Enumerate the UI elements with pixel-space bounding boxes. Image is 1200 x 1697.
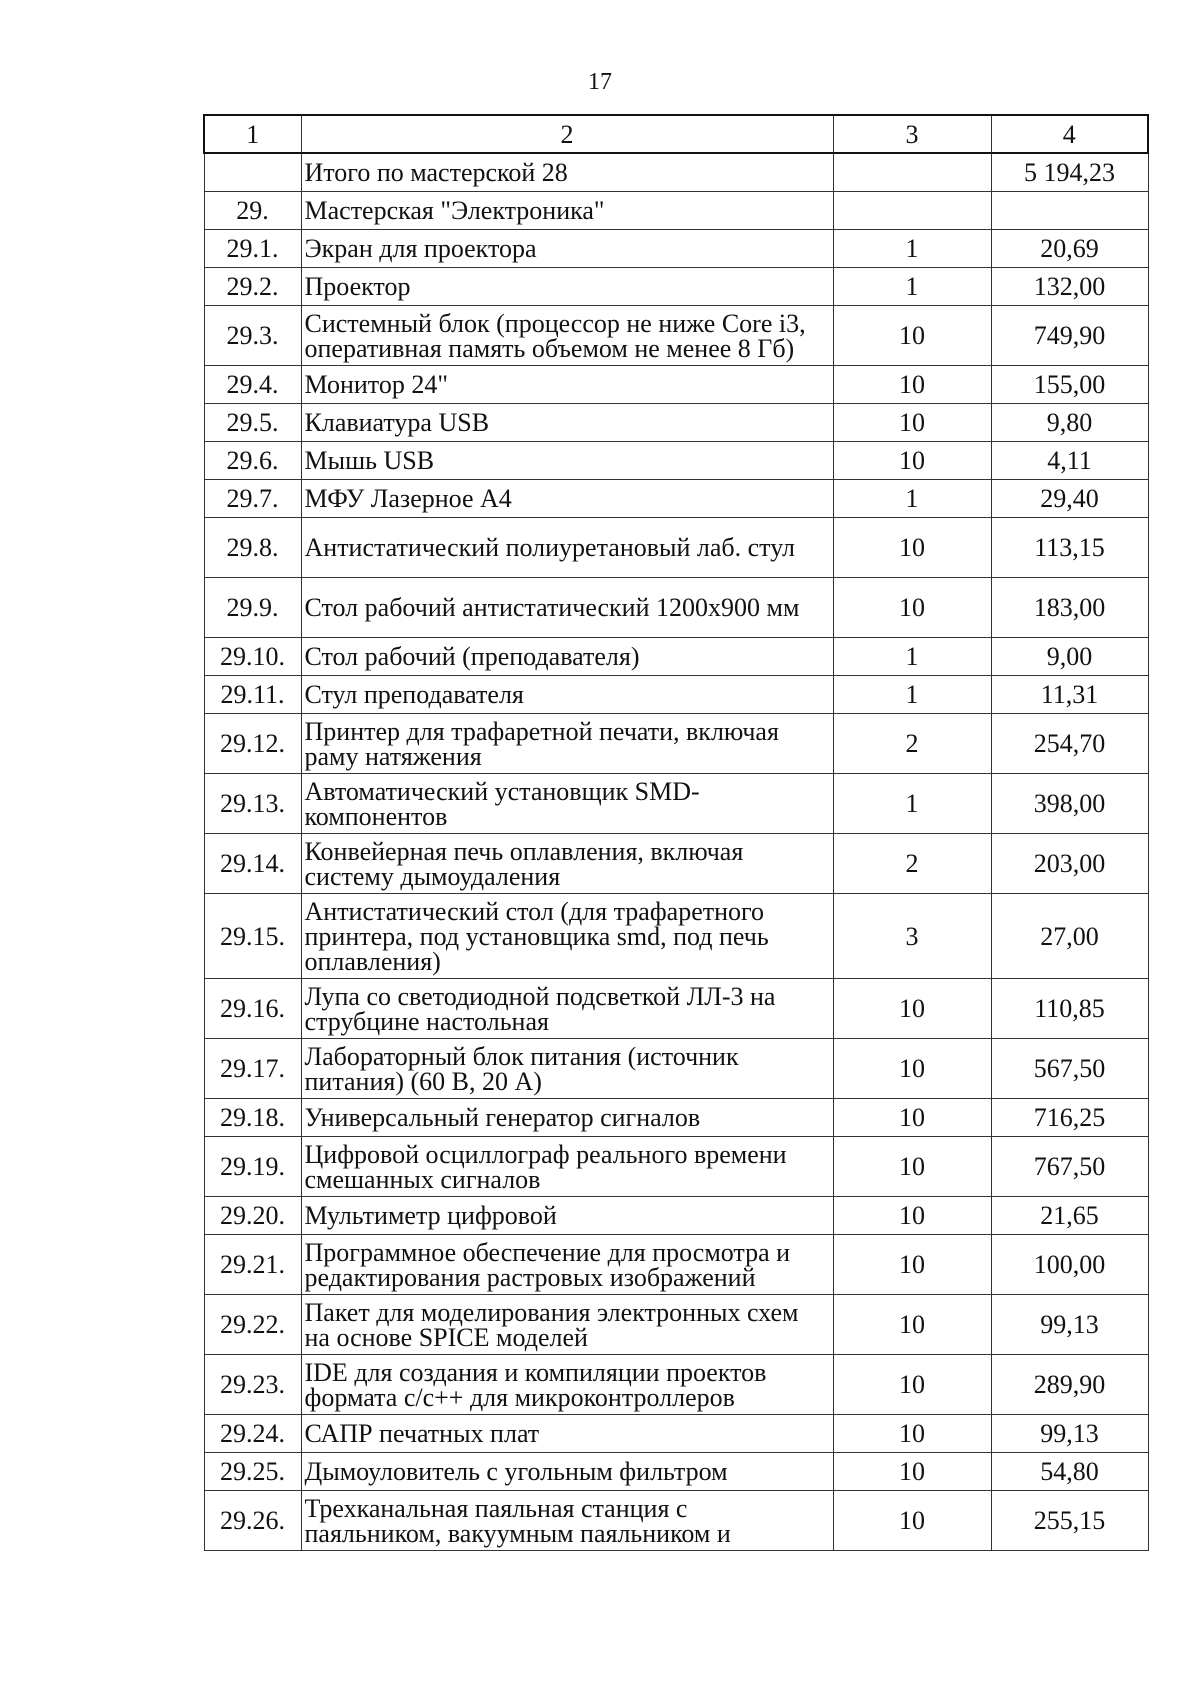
quantity-cell: 3 [833,894,991,979]
price-cell: 99,13 [991,1295,1148,1355]
table-row [204,480,1148,518]
price-cell: 21,65 [991,1197,1148,1235]
item-name-cell: Мастерская "Электроника" [301,192,833,230]
item-name-cell: Универсальный генератор сигналов [301,1099,833,1137]
table-row [204,1197,1148,1235]
row-number-cell: 29.25. [204,1453,301,1491]
price-cell: 4,11 [991,442,1148,480]
table-row [204,153,1148,192]
price-cell: 113,15 [991,518,1148,578]
price-cell [991,192,1148,230]
table-row [204,1415,1148,1453]
item-name-cell: Стол рабочий (преподавателя) [301,638,833,676]
row-number-cell: 29.7. [204,480,301,518]
item-name-cell: Конвейерная печь оплавления, включая систему дымоудаления [301,834,833,894]
header-row [204,115,1148,153]
price-cell: 9,00 [991,638,1148,676]
item-name-cell: Лабораторный блок питания (источник питания) (60 В, 20 А) [301,1039,833,1099]
table-row [204,366,1148,404]
header-col-3: 3 [833,115,991,153]
row-number-cell [204,153,301,192]
price-cell: 110,85 [991,979,1148,1039]
item-name-cell: Стул преподавателя [301,676,833,714]
item-name-cell: Антистатический полиуретановый лаб. стул [301,518,833,578]
item-name-cell: Дымоуловитель с угольным фильтром [301,1453,833,1491]
price-cell: 183,00 [991,578,1148,638]
item-name-cell: Цифровой осциллограф реального времени смешанных сигналов [301,1137,833,1197]
item-name-cell: Проектор [301,268,833,306]
price-cell: 99,13 [991,1415,1148,1453]
row-number-cell: 29.9. [204,578,301,638]
item-name-cell: Принтер для трафаретной печати, включая раму натяжения [301,714,833,774]
quantity-cell: 10 [833,1415,991,1453]
table-row [204,1137,1148,1197]
item-name-cell: Системный блок (процессор не ниже Core i3, оперативная память объемом не менее 8 Гб) [301,306,833,366]
quantity-cell: 10 [833,1197,991,1235]
row-number-cell: 29.18. [204,1099,301,1137]
table-row [204,442,1148,480]
row-number-cell: 29.23. [204,1355,301,1415]
row-number-cell: 29.5. [204,404,301,442]
row-number-cell: 29.20. [204,1197,301,1235]
price-cell: 567,50 [991,1039,1148,1099]
item-name-cell: САПР печатных плат [301,1415,833,1453]
price-cell: 749,90 [991,306,1148,366]
price-cell: 9,80 [991,404,1148,442]
quantity-cell: 10 [833,518,991,578]
quantity-cell: 10 [833,404,991,442]
price-cell: 27,00 [991,894,1148,979]
price-cell: 767,50 [991,1137,1148,1197]
header-col-1: 1 [204,115,301,153]
quantity-cell: 1 [833,230,991,268]
row-number-cell: 29.10. [204,638,301,676]
quantity-cell: 10 [833,1235,991,1295]
quantity-cell: 10 [833,306,991,366]
item-name-cell: Трехканальная паяльная станция с паяльником, вакуумным паяльником и [301,1491,833,1551]
table-row [204,894,1148,979]
row-number-cell: 29. [204,192,301,230]
item-name-cell: Автоматический установщик SMD-компонентов [301,774,833,834]
row-number-cell: 29.8. [204,518,301,578]
header-col-2: 2 [301,115,833,153]
table-row [204,1491,1148,1551]
table-row [204,676,1148,714]
table-row [204,1453,1148,1491]
table-row [204,638,1148,676]
header-col-4: 4 [991,115,1148,153]
quantity-cell: 10 [833,1039,991,1099]
item-name-cell: Антистатический стол (для трафаретного принтера, под установщика smd, под печь оплавления) [301,894,833,979]
table-row [204,306,1148,366]
table-row [204,518,1148,578]
quantity-cell: 1 [833,638,991,676]
price-cell: 100,00 [991,1235,1148,1295]
price-cell: 716,25 [991,1099,1148,1137]
page-number: 17 [588,69,612,95]
quantity-cell: 2 [833,714,991,774]
row-number-cell: 29.3. [204,306,301,366]
table-body [204,153,1148,1551]
item-name-cell: Монитор 24" [301,366,833,404]
price-cell: 289,90 [991,1355,1148,1415]
table-row [204,1295,1148,1355]
table-row [204,230,1148,268]
table-row [204,268,1148,306]
row-number-cell: 29.13. [204,774,301,834]
item-name-cell: МФУ Лазерное А4 [301,480,833,518]
quantity-cell: 10 [833,1355,991,1415]
row-number-cell: 29.22. [204,1295,301,1355]
table-row [204,1355,1148,1415]
price-cell: 132,00 [991,268,1148,306]
price-cell: 29,40 [991,480,1148,518]
price-cell: 11,31 [991,676,1148,714]
row-number-cell: 29.16. [204,979,301,1039]
quantity-cell [833,153,991,192]
table-row [204,404,1148,442]
row-number-cell: 29.6. [204,442,301,480]
price-cell: 203,00 [991,834,1148,894]
quantity-cell: 10 [833,1099,991,1137]
quantity-cell: 1 [833,676,991,714]
price-cell: 155,00 [991,366,1148,404]
item-name-cell: Мультиметр цифровой [301,1197,833,1235]
quantity-cell: 1 [833,480,991,518]
item-name-cell: Итого по мастерской 28 [301,153,833,192]
quantity-cell: 1 [833,268,991,306]
quantity-cell: 10 [833,578,991,638]
price-cell: 5 194,23 [991,153,1148,192]
price-cell: 254,70 [991,714,1148,774]
item-name-cell: Лупа со светодиодной подсветкой ЛЛ-3 на струбцине настольная [301,979,833,1039]
item-name-cell: Мышь USB [301,442,833,480]
row-number-cell: 29.15. [204,894,301,979]
quantity-cell: 10 [833,1453,991,1491]
quantity-cell: 10 [833,366,991,404]
table-row [204,714,1148,774]
quantity-cell: 2 [833,834,991,894]
row-number-cell: 29.12. [204,714,301,774]
table-row [204,834,1148,894]
quantity-cell: 10 [833,1137,991,1197]
price-cell: 398,00 [991,774,1148,834]
table-row [204,1039,1148,1099]
quantity-cell: 1 [833,774,991,834]
row-number-cell: 29.19. [204,1137,301,1197]
item-name-cell: IDE для создания и компиляции проектов формата с/с++ для микроконтроллеров [301,1355,833,1415]
table-header [204,115,1148,153]
row-number-cell: 29.14. [204,834,301,894]
table-row [204,192,1148,230]
quantity-cell [833,192,991,230]
price-cell: 20,69 [991,230,1148,268]
table-row [204,774,1148,834]
quantity-cell: 10 [833,1491,991,1551]
price-cell: 255,15 [991,1491,1148,1551]
table-row [204,1235,1148,1295]
item-name-cell: Экран для проектора [301,230,833,268]
price-cell: 54,80 [991,1453,1148,1491]
table-row [204,578,1148,638]
row-number-cell: 29.21. [204,1235,301,1295]
quantity-cell: 10 [833,442,991,480]
item-name-cell: Программное обеспечение для просмотра и редактирования растровых изображений [301,1235,833,1295]
item-name-cell: Пакет для моделирования электронных схем на основе SPICE моделей [301,1295,833,1355]
equipment-table [203,114,1149,1551]
item-name-cell: Клавиатура USB [301,404,833,442]
row-number-cell: 29.11. [204,676,301,714]
item-name-cell: Стол рабочий антистатический 1200х900 мм [301,578,833,638]
table-row [204,979,1148,1039]
row-number-cell: 29.26. [204,1491,301,1551]
row-number-cell: 29.1. [204,230,301,268]
row-number-cell: 29.24. [204,1415,301,1453]
quantity-cell: 10 [833,979,991,1039]
row-number-cell: 29.17. [204,1039,301,1099]
row-number-cell: 29.4. [204,366,301,404]
row-number-cell: 29.2. [204,268,301,306]
table-row [204,1099,1148,1137]
quantity-cell: 10 [833,1295,991,1355]
